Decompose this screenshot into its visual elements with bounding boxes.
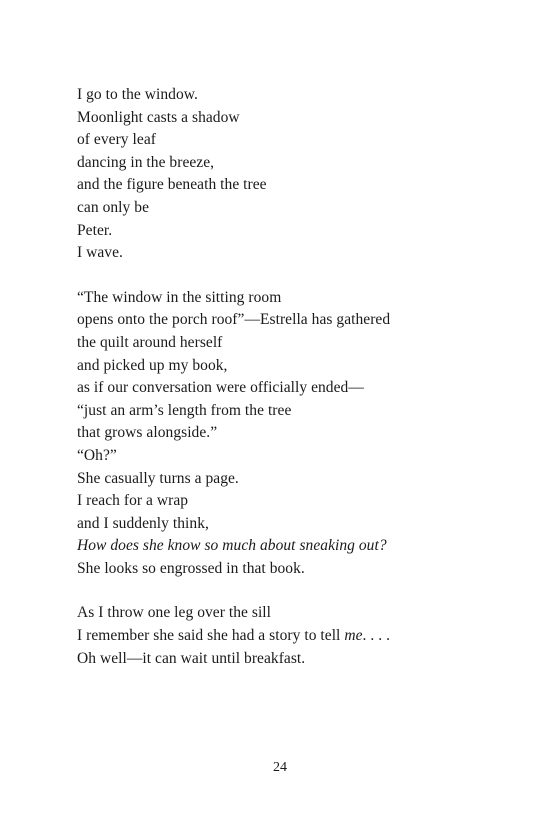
poem-line: and the figure beneath the tree (77, 176, 267, 194)
poem-line: I wave. (77, 244, 123, 262)
poem-line-italic: How does she know so much about sneaking out? (77, 537, 387, 555)
poem-line: Moonlight casts a shadow (77, 108, 240, 126)
poem-line: opens onto the porch roof”—Estrella has gathered (77, 311, 391, 329)
poem-line: of every leaf (77, 131, 156, 149)
poem-line: and picked up my book, (77, 356, 228, 374)
stanza-1 (77, 84, 517, 265)
poem-text (77, 84, 517, 692)
poem-line: I reach for a wrap (77, 492, 189, 510)
stanza-3 (77, 602, 517, 670)
stanza-2 (77, 287, 517, 581)
poem-line: Peter. (77, 221, 113, 239)
poem-line: that grows alongside.” (77, 424, 218, 442)
poem-line: Oh well—it can wait until breakfast. (77, 649, 306, 667)
poem-line: and I suddenly think, (77, 514, 209, 532)
poem-line: “just an arm’s length from the tree (77, 401, 292, 419)
poem-line: “Oh?” (77, 446, 117, 464)
poem-line: “The window in the sitting room (77, 288, 282, 306)
poem-line: I go to the window. (77, 86, 198, 103)
poem-line: can only be (77, 198, 149, 216)
poem-line: She looks so engrossed in that book. (77, 559, 305, 577)
poem-line: as if our conversation were officially ended— (77, 379, 364, 397)
emphasized-word: me (344, 627, 363, 645)
poem-line: the quilt around herself (77, 333, 223, 351)
poem-line: She casually turns a page. (77, 469, 239, 487)
poem-line: dancing in the breeze, (77, 153, 215, 171)
line-text-before-emphasis: I remember she said she had a story to tell (77, 627, 345, 645)
line-text-after-emphasis: . . . . (362, 627, 391, 645)
poem-line: As I throw one leg over the sill (77, 604, 272, 622)
page-number: 24 (273, 760, 287, 775)
poem-line-with-emphasis (77, 625, 517, 648)
